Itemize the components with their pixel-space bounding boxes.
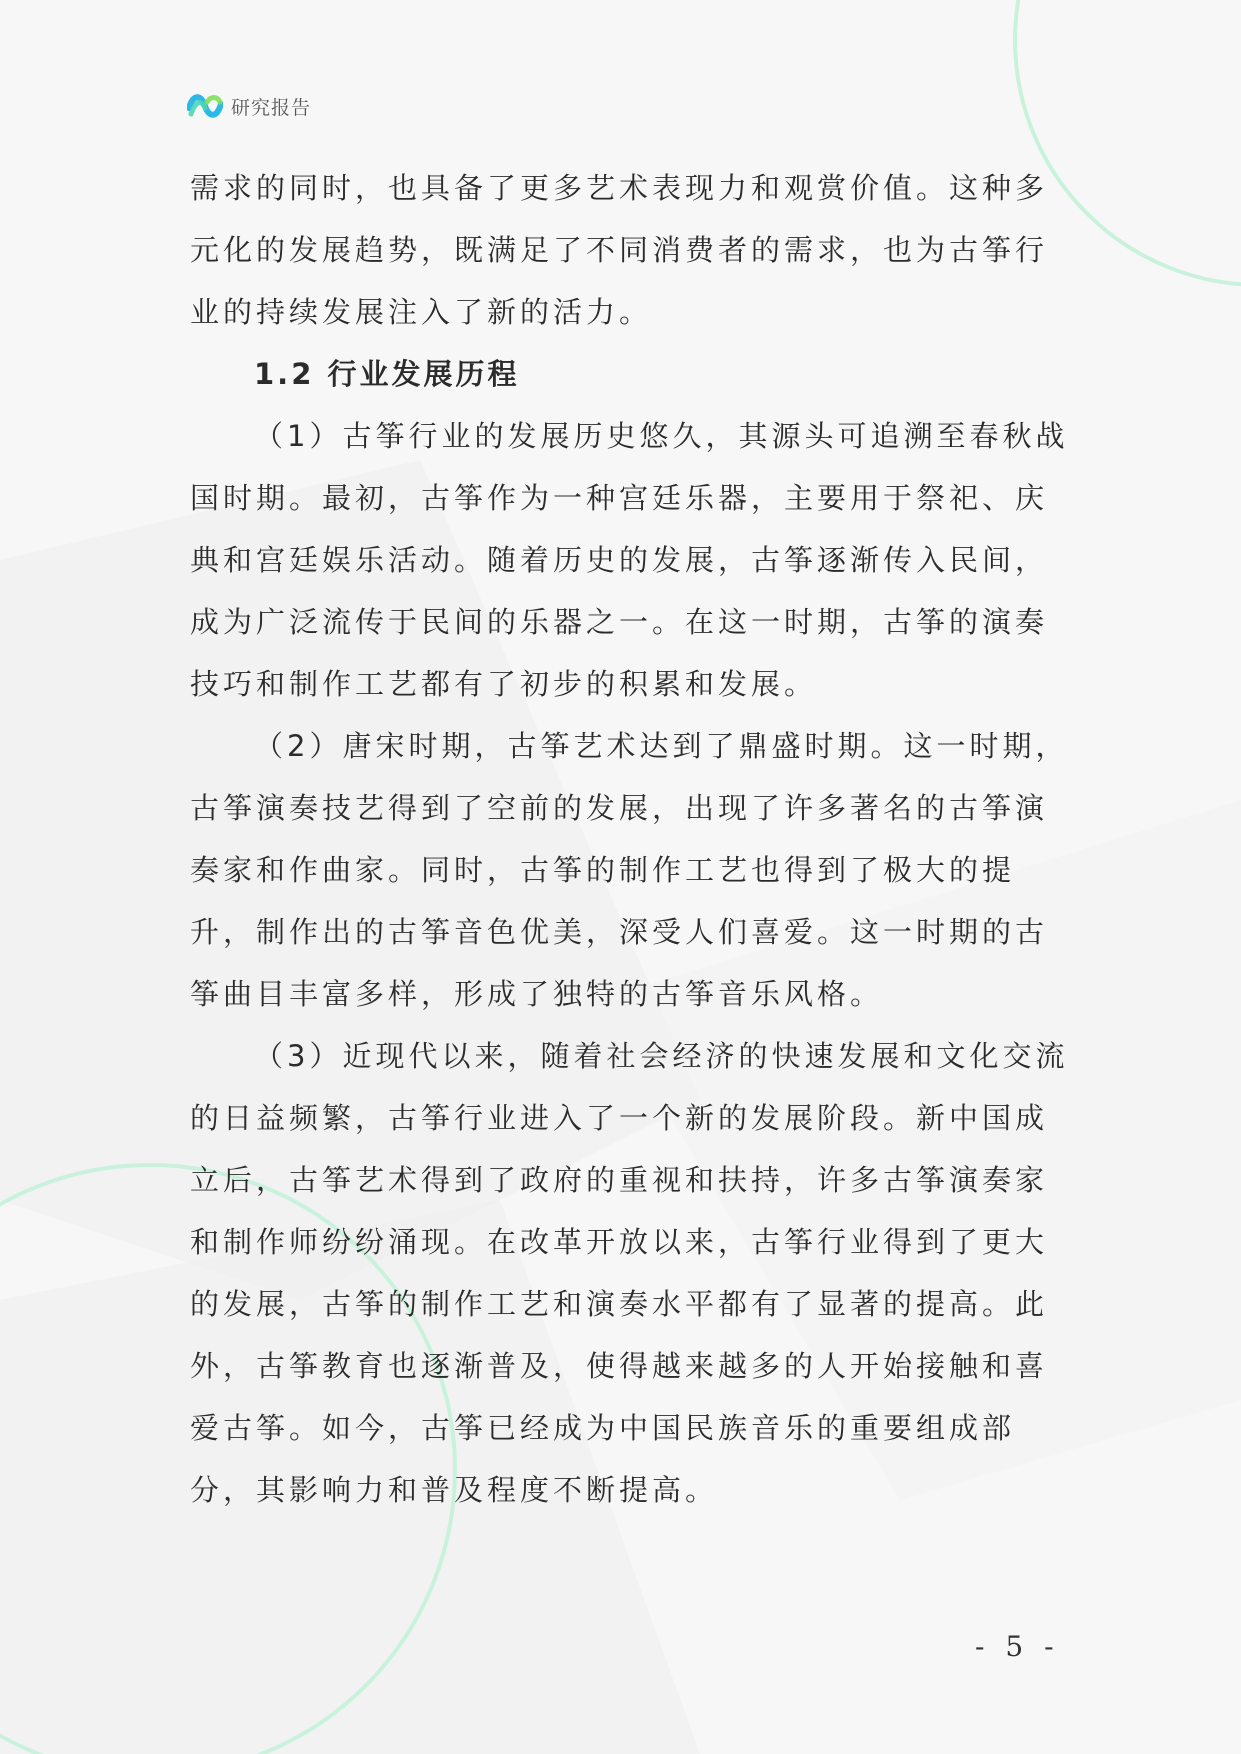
- section-title: 1.2 行业发展历程: [254, 357, 520, 391]
- header: [187, 90, 311, 122]
- paragraph-1: （1）古筝行业的发展历史悠久，其源头可追溯至春秋战国时期。最初，古筝作为一种宫廷乐器，主要用于祭祀、庆典和宫廷娱乐活动。随着历史的发展，古筝逐渐传入民间，成为广泛流传于民间的乐器之一。在这一时期，古筝的演奏技巧和制作工艺都有了初步的积累和发展。: [190, 419, 1069, 701]
- page-number: - 5 -: [975, 1630, 1060, 1663]
- paragraph-2: （2）唐宋时期，古筝艺术达到了鼎盛时期。这一时期，古筝演奏技艺得到了空前的发展，出现了许多著名的古筝演奏家和作曲家。同时，古筝的制作工艺也得到了极大的提升，制作出的古筝音色优美，深受人们喜爱。这一时期的古筝曲目丰富多样，形成了独特的古筝音乐风格。: [190, 729, 1069, 1011]
- paragraph-3: （3）近现代以来，随着社会经济的快速发展和文化交流的日益频繁，古筝行业进入了一个新的发展阶段。新中国成立后，古筝艺术得到了政府的重视和扶持，许多古筝演奏家和制作师纷纷涌现。在改革开放以来，古筝行业得到了更大的发展，古筝的制作工艺和演奏水平都有了显著的提高。此外，古筝教育也逐渐普及，使得越来越多的人开始接触和喜爱古筝。如今，古筝已经成为中国民族音乐的重要组成部分，其影响力和普及程度不断提高。: [190, 1039, 1069, 1507]
- header-title: 研究报告: [231, 96, 312, 119]
- paragraph-continued: 需求的同时，也具备了更多艺术表现力和观赏价值。这种多元化的发展趋势，既满足了不同消费者的需求，也为古筝行业的持续发展注入了新的活力。: [190, 171, 1049, 329]
- logo-icon: [187, 92, 223, 120]
- body-content: [190, 157, 1070, 1521]
